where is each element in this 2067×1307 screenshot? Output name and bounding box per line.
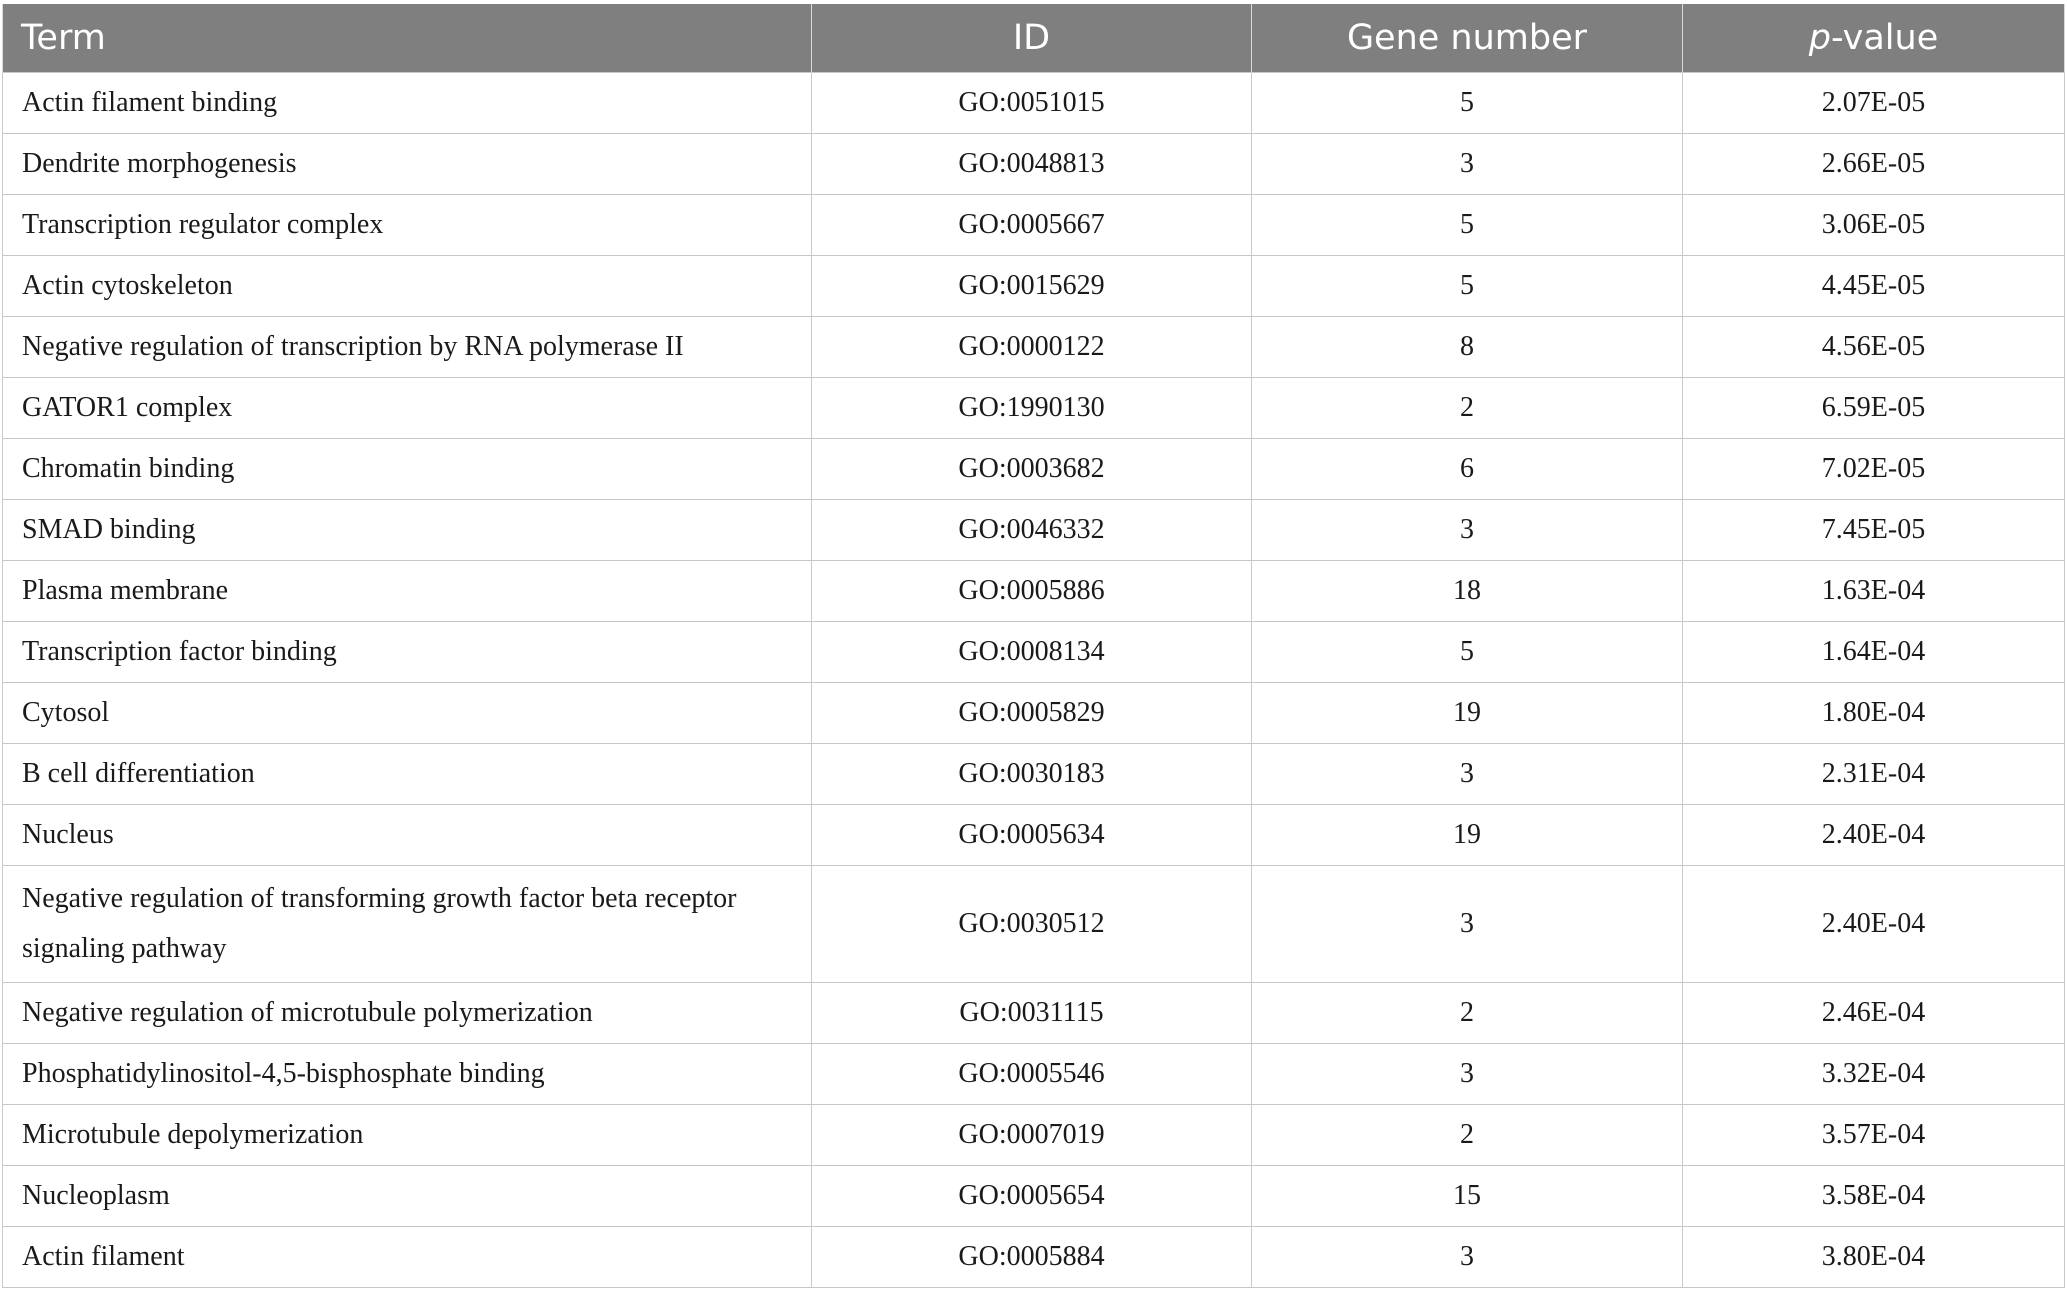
id-cell: GO:1990130 [812,378,1252,439]
id-cell: GO:0008134 [812,622,1252,683]
header-p-suffix: -value [1830,18,1939,58]
table-row [3,683,2065,744]
go-enrichment-table [2,4,2065,1288]
table-row [3,1227,2065,1288]
term-cell: Negative regulation of microtubule polymerization [3,983,812,1044]
gene-number-cell: 15 [1252,1166,1683,1227]
p-value-cell: 3.32E-04 [1683,1044,2065,1105]
gene-number-cell: 19 [1252,683,1683,744]
table-row [3,805,2065,866]
gene-number-cell: 3 [1252,744,1683,805]
p-value-cell: 2.40E-04 [1683,805,2065,866]
header-p-value [1683,4,2065,73]
header-id: ID [812,4,1252,73]
table-row [3,744,2065,805]
term-cell: Nucleoplasm [3,1166,812,1227]
gene-number-cell: 5 [1252,195,1683,256]
id-cell: GO:0005654 [812,1166,1252,1227]
p-value-cell: 7.02E-05 [1683,439,2065,500]
id-cell: GO:0048813 [812,134,1252,195]
gene-number-cell: 3 [1252,866,1683,983]
p-value-cell: 1.80E-04 [1683,683,2065,744]
gene-number-cell: 3 [1252,1227,1683,1288]
gene-number-cell: 2 [1252,378,1683,439]
header-row [3,4,2065,73]
p-value-cell: 4.56E-05 [1683,317,2065,378]
p-value-cell: 7.45E-05 [1683,500,2065,561]
p-value-cell: 2.46E-04 [1683,983,2065,1044]
term-cell: B cell differentiation [3,744,812,805]
p-value-cell: 2.66E-05 [1683,134,2065,195]
table-row [3,195,2065,256]
p-value-cell: 3.06E-05 [1683,195,2065,256]
table-row [3,256,2065,317]
term-cell: Plasma membrane [3,561,812,622]
table-row [3,983,2065,1044]
header-gene-number: Gene number [1252,4,1683,73]
gene-number-cell: 3 [1252,500,1683,561]
gene-number-cell: 5 [1252,73,1683,134]
id-cell: GO:0046332 [812,500,1252,561]
term-cell: Microtubule depolymerization [3,1105,812,1166]
table-row [3,622,2065,683]
table-body [3,73,2065,1288]
p-value-cell: 1.64E-04 [1683,622,2065,683]
table-row [3,439,2065,500]
term-cell: SMAD binding [3,500,812,561]
table-row [3,561,2065,622]
gene-number-cell: 18 [1252,561,1683,622]
id-cell: GO:0005886 [812,561,1252,622]
id-cell: GO:0005667 [812,195,1252,256]
term-cell: Negative regulation of transforming growth factor beta receptor signaling pathway [3,866,812,983]
gene-number-cell: 2 [1252,1105,1683,1166]
table-row [3,1166,2065,1227]
p-value-cell: 3.58E-04 [1683,1166,2065,1227]
p-value-cell: 1.63E-04 [1683,561,2065,622]
gene-number-cell: 6 [1252,439,1683,500]
gene-number-cell: 5 [1252,256,1683,317]
go-enrichment-table-container [2,4,2064,1288]
term-cell: Negative regulation of transcription by RNA polymerase II [3,317,812,378]
term-cell: Nucleus [3,805,812,866]
id-cell: GO:0051015 [812,73,1252,134]
id-cell: GO:0003682 [812,439,1252,500]
term-cell: Actin filament binding [3,73,812,134]
gene-number-cell: 19 [1252,805,1683,866]
term-cell: GATOR1 complex [3,378,812,439]
table-row [3,317,2065,378]
id-cell: GO:0005634 [812,805,1252,866]
term-cell: Dendrite morphogenesis [3,134,812,195]
p-value-cell: 2.40E-04 [1683,866,2065,983]
term-cell: Cytosol [3,683,812,744]
id-cell: GO:0005546 [812,1044,1252,1105]
p-value-cell: 2.31E-04 [1683,744,2065,805]
term-cell: Transcription regulator complex [3,195,812,256]
id-cell: GO:0015629 [812,256,1252,317]
p-value-cell: 4.45E-05 [1683,256,2065,317]
id-cell: GO:0030512 [812,866,1252,983]
table-row [3,378,2065,439]
table-header [3,4,2065,73]
p-value-cell: 3.57E-04 [1683,1105,2065,1166]
gene-number-cell: 5 [1252,622,1683,683]
p-value-cell: 2.07E-05 [1683,73,2065,134]
table-row [3,866,2065,983]
term-cell: Actin cytoskeleton [3,256,812,317]
term-cell: Actin filament [3,1227,812,1288]
term-cell: Transcription factor binding [3,622,812,683]
p-value-cell: 6.59E-05 [1683,378,2065,439]
id-cell: GO:0031115 [812,983,1252,1044]
id-cell: GO:0005884 [812,1227,1252,1288]
id-cell: GO:0007019 [812,1105,1252,1166]
gene-number-cell: 3 [1252,134,1683,195]
table-row [3,1044,2065,1105]
p-value-cell: 3.80E-04 [1683,1227,2065,1288]
table-row [3,500,2065,561]
term-cell: Phosphatidylinositol-4,5-bisphosphate binding [3,1044,812,1105]
table-row [3,1105,2065,1166]
id-cell: GO:0030183 [812,744,1252,805]
gene-number-cell: 2 [1252,983,1683,1044]
table-row [3,134,2065,195]
term-cell: Chromatin binding [3,439,812,500]
id-cell: GO:0000122 [812,317,1252,378]
id-cell: GO:0005829 [812,683,1252,744]
table-row [3,73,2065,134]
gene-number-cell: 8 [1252,317,1683,378]
gene-number-cell: 3 [1252,1044,1683,1105]
header-p-letter: p [1808,18,1831,58]
header-term: Term [3,4,812,73]
